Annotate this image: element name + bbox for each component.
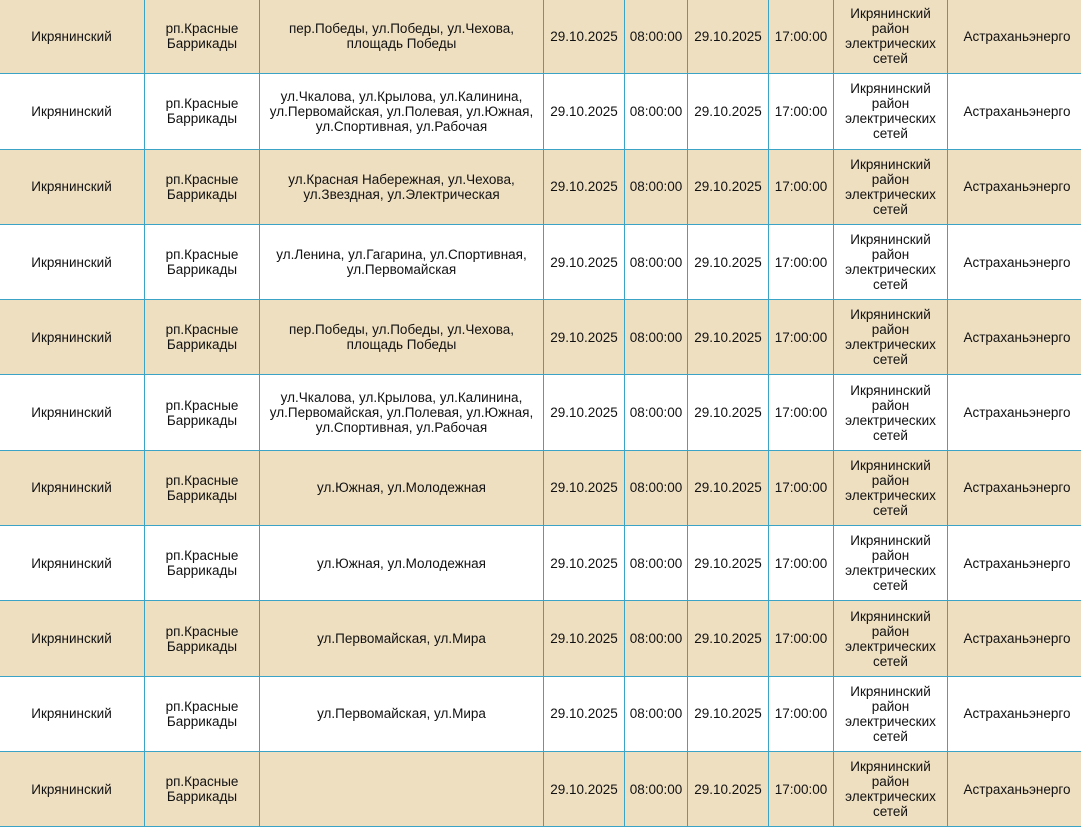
settlement-cell: рп.Красные Баррикады xyxy=(145,676,260,751)
settlement-cell: рп.Красные Баррикады xyxy=(145,450,260,525)
district-cell: Икрянинский xyxy=(0,751,145,826)
end-date-cell: 29.10.2025 xyxy=(688,375,769,450)
streets-cell: ул.Первомайская, ул.Мира xyxy=(260,601,544,676)
settlement-cell: рп.Красные Баррикады xyxy=(145,224,260,299)
end-time-cell: 17:00:00 xyxy=(769,224,834,299)
start-date-cell: 29.10.2025 xyxy=(544,149,625,224)
res-cell: Икрянинский район электрических сетей xyxy=(834,601,948,676)
streets-cell xyxy=(260,751,544,826)
district-cell: Икрянинский xyxy=(0,74,145,149)
organization-cell: Астраханьэнерго xyxy=(948,224,1081,299)
res-cell: Икрянинский район электрических сетей xyxy=(834,300,948,375)
settlement-cell: рп.Красные Баррикады xyxy=(145,149,260,224)
end-date-cell: 29.10.2025 xyxy=(688,450,769,525)
table-row xyxy=(0,224,1081,299)
res-cell: Икрянинский район электрических сетей xyxy=(834,375,948,450)
organization-cell: Астраханьэнерго xyxy=(948,450,1081,525)
res-cell: Икрянинский район электрических сетей xyxy=(834,149,948,224)
organization-cell: Астраханьэнерго xyxy=(948,300,1081,375)
start-date-cell: 29.10.2025 xyxy=(544,601,625,676)
start-date-cell: 29.10.2025 xyxy=(544,450,625,525)
end-time-cell: 17:00:00 xyxy=(769,601,834,676)
settlement-cell: рп.Красные Баррикады xyxy=(145,751,260,826)
district-cell: Икрянинский xyxy=(0,375,145,450)
end-time-cell: 17:00:00 xyxy=(769,149,834,224)
end-time-cell: 17:00:00 xyxy=(769,526,834,601)
start-date-cell: 29.10.2025 xyxy=(544,0,625,74)
table-row xyxy=(0,751,1081,826)
settlement-cell: рп.Красные Баррикады xyxy=(145,300,260,375)
district-cell: Икрянинский xyxy=(0,300,145,375)
district-cell: Икрянинский xyxy=(0,450,145,525)
start-time-cell: 08:00:00 xyxy=(625,676,688,751)
end-time-cell: 17:00:00 xyxy=(769,676,834,751)
district-cell: Икрянинский xyxy=(0,676,145,751)
district-cell: Икрянинский xyxy=(0,601,145,676)
res-cell: Икрянинский район электрических сетей xyxy=(834,450,948,525)
streets-cell: ул.Ленина, ул.Гагарина, ул.Спортивная, ул.Первомайская xyxy=(260,224,544,299)
start-time-cell: 08:00:00 xyxy=(625,224,688,299)
end-date-cell: 29.10.2025 xyxy=(688,526,769,601)
streets-cell: ул.Чкалова, ул.Крылова, ул.Калинина, ул.Первомайская, ул.Полевая, ул.Южная, ул.Спортивная, ул.Рабочая xyxy=(260,375,544,450)
table-row xyxy=(0,74,1081,149)
start-date-cell: 29.10.2025 xyxy=(544,751,625,826)
res-cell: Икрянинский район электрических сетей xyxy=(834,0,948,74)
res-cell: Икрянинский район электрических сетей xyxy=(834,676,948,751)
district-cell: Икрянинский xyxy=(0,526,145,601)
settlement-cell: рп.Красные Баррикады xyxy=(145,0,260,74)
start-time-cell: 08:00:00 xyxy=(625,526,688,601)
start-date-cell: 29.10.2025 xyxy=(544,300,625,375)
start-time-cell: 08:00:00 xyxy=(625,601,688,676)
settlement-cell: рп.Красные Баррикады xyxy=(145,526,260,601)
end-date-cell: 29.10.2025 xyxy=(688,224,769,299)
start-date-cell: 29.10.2025 xyxy=(544,375,625,450)
end-date-cell: 29.10.2025 xyxy=(688,0,769,74)
start-time-cell: 08:00:00 xyxy=(625,375,688,450)
end-date-cell: 29.10.2025 xyxy=(688,676,769,751)
start-time-cell: 08:00:00 xyxy=(625,0,688,74)
streets-cell: ул.Первомайская, ул.Мира xyxy=(260,676,544,751)
table-row xyxy=(0,676,1081,751)
organization-cell: Астраханьэнерго xyxy=(948,676,1081,751)
start-date-cell: 29.10.2025 xyxy=(544,526,625,601)
table-row xyxy=(0,0,1081,74)
organization-cell: Астраханьэнерго xyxy=(948,375,1081,450)
streets-cell: пер.Победы, ул.Победы, ул.Чехова, площадь Победы xyxy=(260,300,544,375)
table-row xyxy=(0,526,1081,601)
res-cell: Икрянинский район электрических сетей xyxy=(834,224,948,299)
streets-cell: ул.Чкалова, ул.Крылова, ул.Калинина, ул.Первомайская, ул.Полевая, ул.Южная, ул.Спортивная, ул.Рабочая xyxy=(260,74,544,149)
end-time-cell: 17:00:00 xyxy=(769,375,834,450)
district-cell: Икрянинский xyxy=(0,149,145,224)
organization-cell: Астраханьэнерго xyxy=(948,0,1081,74)
start-date-cell: 29.10.2025 xyxy=(544,74,625,149)
end-date-cell: 29.10.2025 xyxy=(688,74,769,149)
res-cell: Икрянинский район электрических сетей xyxy=(834,526,948,601)
end-date-cell: 29.10.2025 xyxy=(688,601,769,676)
streets-cell: ул.Южная, ул.Молодежная xyxy=(260,526,544,601)
organization-cell: Астраханьэнерго xyxy=(948,149,1081,224)
start-time-cell: 08:00:00 xyxy=(625,751,688,826)
table-row xyxy=(0,450,1081,525)
organization-cell: Астраханьэнерго xyxy=(948,601,1081,676)
start-date-cell: 29.10.2025 xyxy=(544,224,625,299)
start-time-cell: 08:00:00 xyxy=(625,450,688,525)
end-time-cell: 17:00:00 xyxy=(769,450,834,525)
end-time-cell: 17:00:00 xyxy=(769,74,834,149)
organization-cell: Астраханьэнерго xyxy=(948,526,1081,601)
start-time-cell: 08:00:00 xyxy=(625,300,688,375)
table-row xyxy=(0,149,1081,224)
start-time-cell: 08:00:00 xyxy=(625,74,688,149)
start-time-cell: 08:00:00 xyxy=(625,149,688,224)
streets-cell: пер.Победы, ул.Победы, ул.Чехова, площадь Победы xyxy=(260,0,544,74)
streets-cell: ул.Южная, ул.Молодежная xyxy=(260,450,544,525)
end-date-cell: 29.10.2025 xyxy=(688,300,769,375)
settlement-cell: рп.Красные Баррикады xyxy=(145,601,260,676)
end-time-cell: 17:00:00 xyxy=(769,751,834,826)
settlement-cell: рп.Красные Баррикады xyxy=(145,375,260,450)
end-time-cell: 17:00:00 xyxy=(769,0,834,74)
end-date-cell: 29.10.2025 xyxy=(688,751,769,826)
end-date-cell: 29.10.2025 xyxy=(688,149,769,224)
streets-cell: ул.Красная Набережная, ул.Чехова, ул.Звездная, ул.Электрическая xyxy=(260,149,544,224)
res-cell: Икрянинский район электрических сетей xyxy=(834,74,948,149)
district-cell: Икрянинский xyxy=(0,0,145,74)
table-row xyxy=(0,300,1081,375)
organization-cell: Астраханьэнерго xyxy=(948,751,1081,826)
organization-cell: Астраханьэнерго xyxy=(948,74,1081,149)
end-time-cell: 17:00:00 xyxy=(769,300,834,375)
district-cell: Икрянинский xyxy=(0,224,145,299)
table-row xyxy=(0,601,1081,676)
res-cell: Икрянинский район электрических сетей xyxy=(834,751,948,826)
settlement-cell: рп.Красные Баррикады xyxy=(145,74,260,149)
start-date-cell: 29.10.2025 xyxy=(544,676,625,751)
table-row xyxy=(0,375,1081,450)
